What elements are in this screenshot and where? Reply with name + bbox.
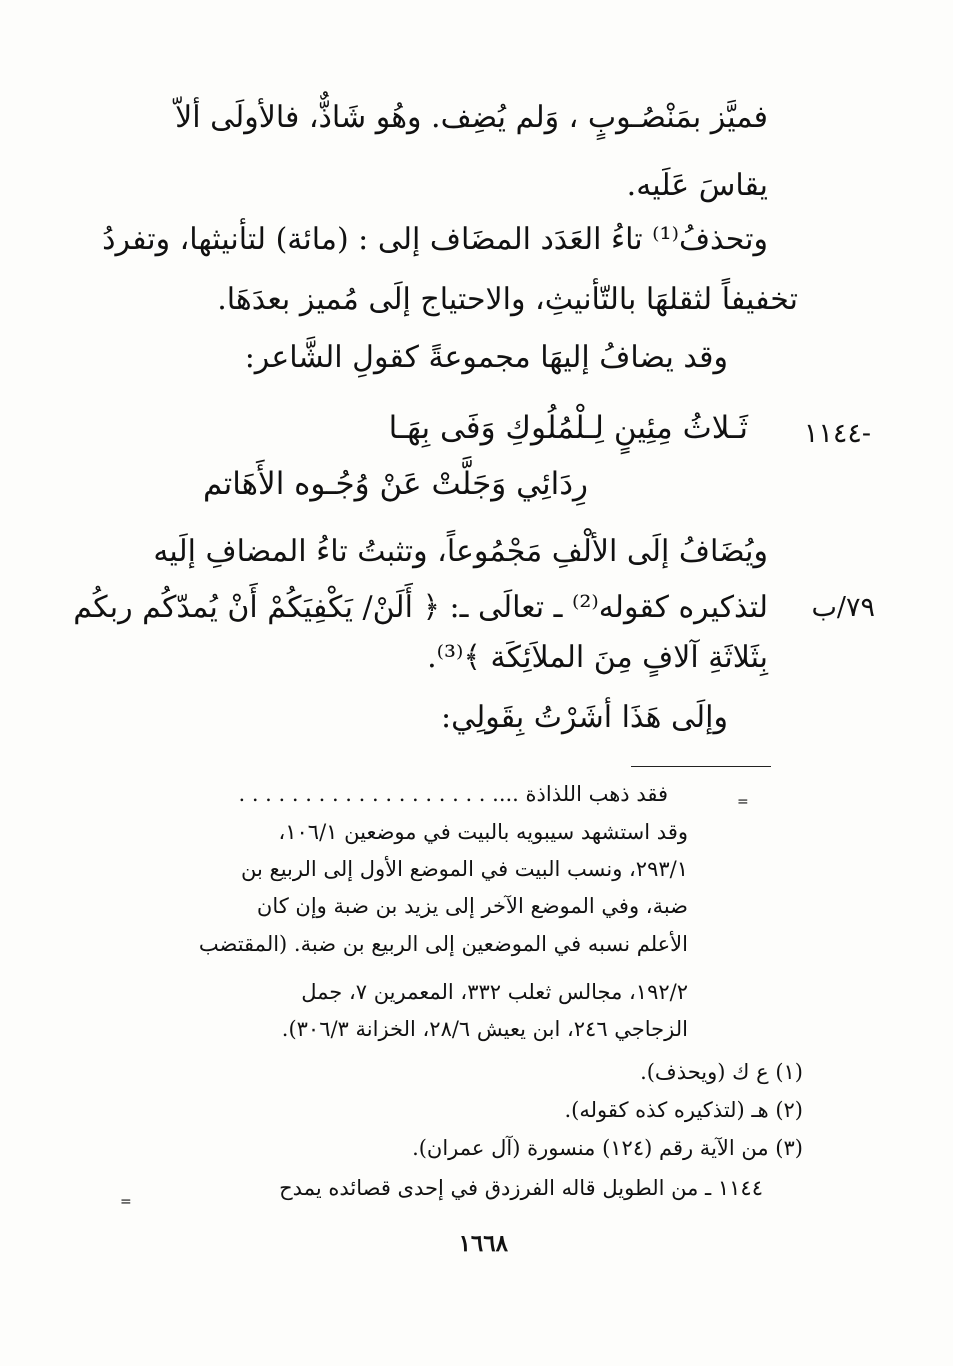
body-line-1: فميَّز بمَنْصُـوبٍ ، وَلم يُضِف. وهُو شَاذٌّ، فالأولَى ألاّ (175, 100, 768, 135)
footnote-separator (631, 766, 771, 767)
footnote-3: (٣) من الآية رقم (١٢٤) منسورة (آل عمران). (412, 1136, 803, 1160)
footnote-continuation-3: ضبة، وفي الموضع الآخر إلى يزيد بن ضبة وإن كان (256, 894, 688, 918)
footnote-2: (٢) هـ (لتذكيره كذه كقوله). (564, 1098, 803, 1122)
continuation-mark: = (737, 794, 749, 810)
margin-folio-marker: ٧٩/ب (811, 592, 875, 623)
body-line-7: لتذكيره كقوله⁽²⁾ ـ تعالَى ـ: ﴿ أَلَنْ/ يَكْفِيَكُمْ أَنْ يُمدّكُم ربكُم (73, 590, 768, 625)
body-line-8: بِثَلاثَةِ آلافٍ مِنَ الملاَئِكَة ﴾⁽³⁾. (427, 640, 768, 675)
footnote-continuation-2: ٢٩٣/١، ونسب البيت في الموضع الأول إلى الربيع بن (241, 857, 688, 881)
body-line-4: تخفيفاً لثقلهَا بالتّأنيثِ، والاحتياج إلَى مُميز بعدَهَا. (217, 282, 798, 317)
verse-number: ١١٤٤- (803, 418, 871, 449)
verse-line-2: رِدَائِي وَجَلَّتْ عَنْ وُجُـوه الأَهَاتم (202, 466, 588, 502)
body-line-6: ويُضَافُ إلَى الألْفِ مَجْمُوعاً، وتثبتُ تاءُ المضافِ إلَيه (153, 534, 768, 569)
footnote-continuation-5: ١٩٢/٢، مجالس ثعلب ٣٣٢، المعمرين ٧، جمل (301, 980, 688, 1004)
footnote-4: ١١٤٤ ـ من الطويل قاله الفرزدق في إحدى قصائده يمدح (279, 1176, 763, 1200)
footnote-continuation-4: الأعلم نسبه في الموضعين إلى الربيع بن ضبة. (المقتضب (198, 932, 688, 956)
body-line-3: وتحذفُ⁽¹⁾ تاءُ العَدَد المضَاف إلى : (مائة) لتأنيثها، وتفردُ (102, 222, 768, 257)
body-line-9: وإلَى هَذَا أشَرْتُ بِقَولِي: (440, 700, 728, 735)
verse-line-1: ثَـلاثُ مِئِينٍ لِـلْمُلُوكِ وَفَى بِهَـا (388, 410, 748, 446)
footnote-verse-continuation: فقد ذهب اللذاذة .... . . . . . . . . . . . . . . . . . . . (238, 782, 668, 806)
body-line-5: وقد يضافُ إليهَا مجموعةً كقولِ الشَّاعر: (244, 340, 728, 375)
body-line-2: يقاسَ عَلَيه. (626, 168, 768, 203)
footnote-continuation-6: الزجاجي ٢٤٦، ابن يعيش ٢٨/٦، الخزانة ٣٠٦/٣). (281, 1017, 688, 1041)
footnote-continuation-1: وقد استشهد سيبويه بالبيت في موضعين ١٠٦/١، (278, 820, 688, 844)
continuation-mark-next: = (120, 1194, 132, 1210)
footnote-1: (١) ع ك (ويحذف). (640, 1060, 803, 1084)
page-number: ١٦٦٨ (458, 1230, 508, 1257)
